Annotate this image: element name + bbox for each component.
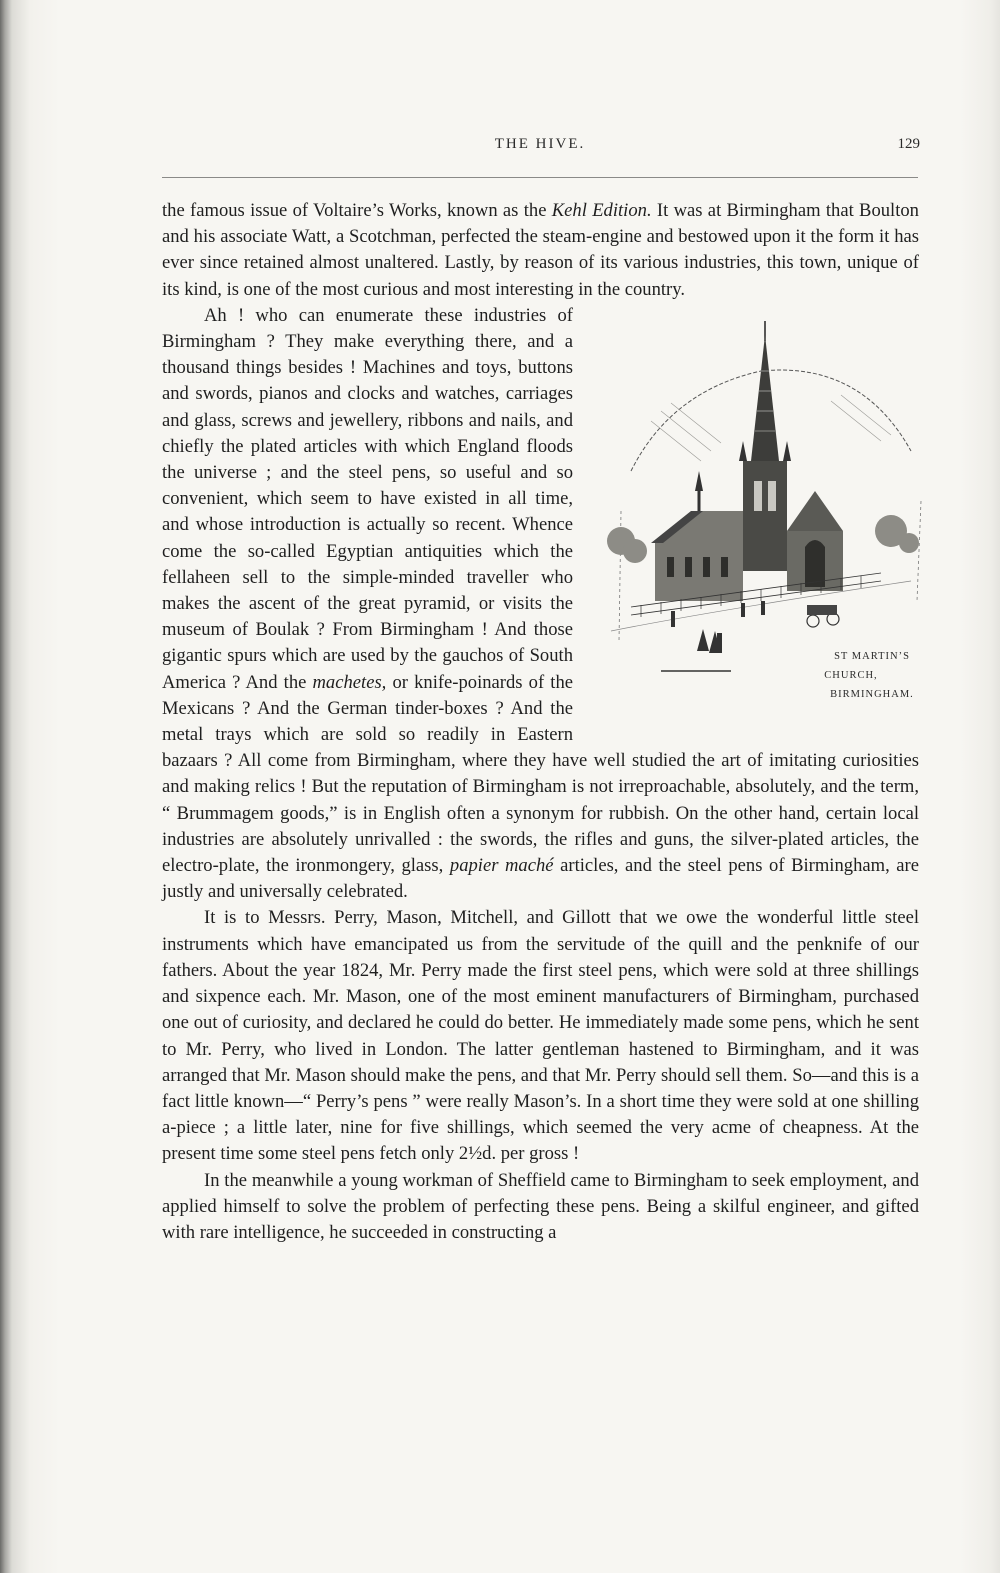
paragraph-2-text-a: Ah ! who can enumerate these industries of Birmingham ? They make everything there, and a thousand things besides ! Machines and toys, buttons and swords, pianos and clocks and watches, carriages and glass, screws and jewellery, ribbons and nails, and chiefly the plated articles with which England floods the universe ; and the steel pens, so useful and so convenient, which seem to have existed in all time, and whose introduction is actually so recent. Whence come the so-called Egyptian antiquities which the fellaheen sell to the simple-minded traveller who makes the ascent of the great pyramid, or visits the museum of Boulak ? From Birmingham ! And those gigantic spurs which are used by the gauchos of South America ? And the (162, 304, 573, 693)
caption-line-2: BIRMINGHAM. (830, 688, 914, 700)
papier-mache-italic: papier maché (449, 855, 554, 877)
body-text (162, 198, 919, 1246)
paragraph-1-text-b: It was at Birmingham that Boulton and his associate Watt, a Scotchman, perfected the steam-engine and bestowed upon it the form it has ever since retained almost unaltered. Lastly, by reason of its various industries, this town, unique of its kind, is one of the most curious and most interesting in the country. (162, 200, 919, 300)
page-number: 129 (897, 136, 920, 152)
paragraph-3: It is to Messrs. Perry, Mason, Mitchell, and Gillott that we owe the wonderful little steel instruments which have emancipated us from the servitude of the quill and the penknife of our fathers. About the year 1824, Mr. Perry made the first steel pens, which were sold at three shillings and sixpence each. Mr. Mason, one of the most eminent manufacturers of Birmingham, purchased one out of curiosity, and declared he could do better. He immediately made some pens, which he sent to Mr. Perry, who lived in London. The latter gentleman hastened to Birmingham, and it was arranged that Mr. Mason should make the pens, and that Mr. Perry should sell them. So—and this is a fact little known—“ Perry’s pens ” were really Mason’s. In a short time they were sold at one shilling a-piece ; a little later, nine for five shillings, which seemed the very acme of cheapness. At the present time some steel pens fetch only 2½d. per gross ! (162, 907, 919, 1165)
paragraph-2 (162, 303, 919, 906)
paragraph-2-text-b: or knife-poinards of the Mexicans ? And the German tinder-boxes ? And the metal trays which are sold so readily in Eastern bazaars ? All come from Birmingham, where they have well studied the art of imitating curiosities and making relics ! But the reputation of Birmingham is not irreproachable, absolutely, and the term, “ Brummagem goods,” is in English often a synonym for rubbish. On the other hand, certain local industries are absolutely unrivalled : the swords, the rifles and guns, the silver-plated articles, the electro-plate, the ironmongery, glass, (162, 671, 919, 877)
paragraph-1 (162, 198, 919, 303)
caption-line-1: ST MARTIN’S CHURCH, (824, 650, 910, 681)
machetes-italic: machetes, (312, 671, 387, 693)
paragraph-2-text-c: articles, and the steel pens of Birmingham, are justly and universally celebrated. (162, 855, 919, 903)
running-head (160, 136, 920, 160)
figure-caption (771, 647, 931, 704)
kehl-edition-italic: Kehl Edition. (551, 200, 652, 221)
paragraph-4: In the meanwhile a young workman of Sheffield came to Birmingham to seek employment, and applied himself to solve the problem of perfecting these pens. Being a skilful engineer, and gifted with rare intelligence, he succeeded in constructing a (162, 1169, 919, 1243)
header-rule (162, 177, 918, 178)
running-title: THE HIVE. (494, 136, 586, 152)
paragraph-1-text-a: the famous issue of Voltaire’s Works, known as the (162, 200, 552, 221)
church-figure (591, 311, 927, 729)
